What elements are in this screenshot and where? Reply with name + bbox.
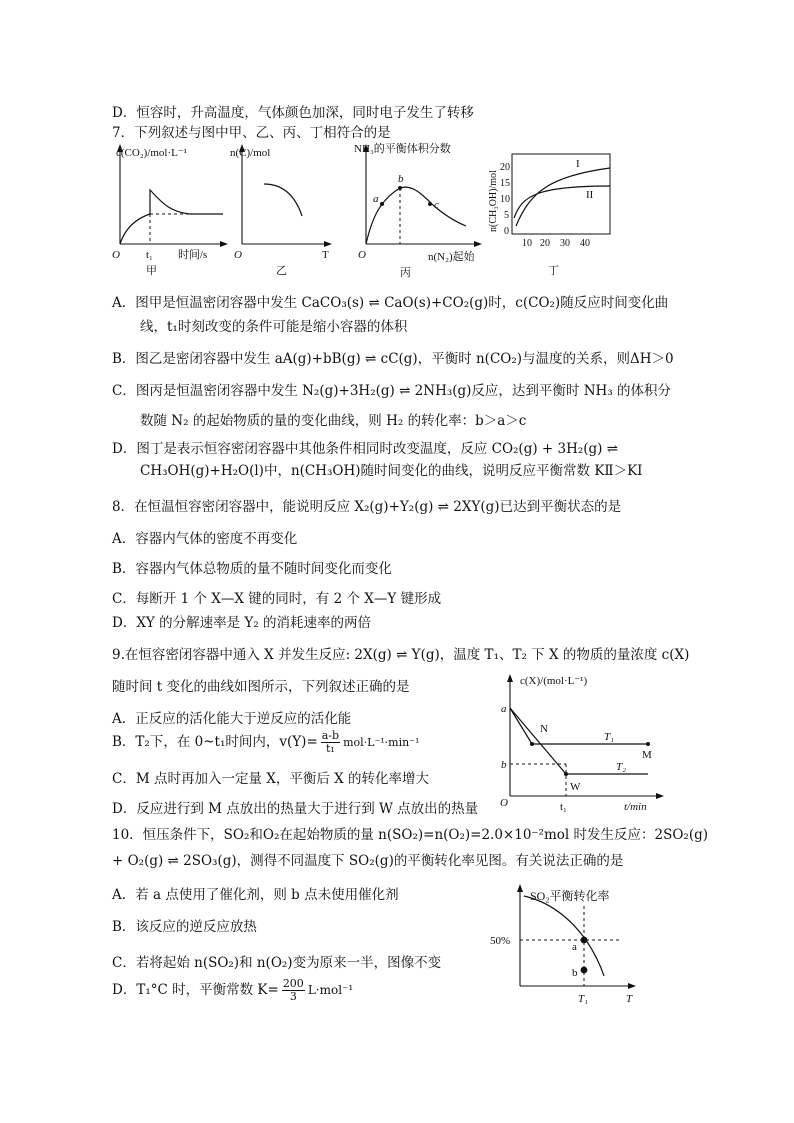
ding-caption: 丁 (548, 265, 559, 277)
q10-option-d (112, 978, 353, 1003)
yi-origin: O (234, 249, 242, 261)
jia-x-arrow (220, 241, 228, 247)
q9-stem: 9.在恒容密闭容器中通入 X 并发生反应: 2X(g) ⇌ Y(g)，温度 T₁、T₂ 下 X 的物质的量浓度 c(X) (112, 647, 690, 663)
bing-x-arrow (474, 241, 482, 247)
ding-xtick-40: 40 (580, 238, 590, 249)
q8-option-a: A．容器内气体的密度不再变化 (112, 531, 298, 547)
yi-curve (264, 184, 302, 216)
q9-option-b (112, 730, 419, 755)
q7-stem: 7．下列叙述与图中甲、乙、丙、丁相符合的是 (112, 125, 391, 141)
bing-caption: 丙 (400, 267, 411, 279)
q10-frac-den: 3 (289, 990, 297, 1003)
figure-yi (230, 140, 340, 280)
ding-xtick-20: 20 (540, 238, 550, 249)
jia-curve-after (150, 190, 223, 214)
yi-ylabel: n(C)/mol (230, 147, 271, 159)
jia-caption: 甲 (146, 265, 157, 277)
q10-ylabel: SO₂平衡转化率 (530, 889, 610, 903)
q10-x-arrow (628, 983, 636, 989)
bing-xlabel: n(N₂)起始 (428, 251, 475, 263)
q10-option-b: B．该反应的逆反应放热 (112, 919, 257, 935)
bing-ylabel: NH₃的平衡体积分数 (354, 143, 451, 155)
bing-origin: O (358, 249, 366, 261)
figure-q10 (460, 878, 650, 1008)
q9-label-T1: T₁ (604, 731, 614, 743)
q9-label-a: a (501, 703, 507, 715)
q10-label-T1: T₁ (578, 993, 588, 1005)
jia-xlabel: 时间/s (178, 249, 208, 261)
q9-frac-num: a-b (321, 729, 340, 742)
q8-option-b: B．容器内气体总物质的量不随时间变化而变化 (112, 561, 392, 577)
q9-option-a: A．正反应的活化能大于逆反应的活化能 (112, 711, 352, 727)
q9-label-b: b (501, 759, 507, 771)
figure-ding (486, 140, 616, 280)
q10-stem: 10．恒压条件下，SO₂和O₂在起始物质的量 n(SO₂)=n(O₂)=2.0×10⁻²mol 时发生反应：2SO₂(g) (112, 827, 708, 843)
q9-point-W (564, 772, 568, 776)
q7-option-a-cont: 线，t₁时刻改变的条件可能是缩小容器的体积 (140, 319, 408, 335)
q9-label-T2: T₂ (616, 761, 626, 773)
ding-frame (512, 154, 610, 234)
q10-option-a: A．若 a 点使用了催化剂，则 b 点未使用催化剂 (112, 887, 399, 903)
q10-y-arrow (517, 884, 523, 892)
q9-xlabel: t/min (624, 801, 647, 813)
bing-point-b (398, 186, 402, 190)
q9-curve-T1 (510, 708, 648, 744)
q6-option-d: D．恒容时，升高温度，气体颜色加深，同时电子发生了转移 (112, 105, 474, 121)
bing-point-c (428, 202, 432, 206)
jia-curve-rise (120, 214, 150, 244)
q10-frac-num: 200 (282, 977, 304, 990)
q7-option-a: A．图甲是恒温密闭容器中发生 CaCO₃(s) ⇌ CaO(s)+CO₂(g)时，c(CO₂)随反应时间变化曲 (112, 295, 669, 311)
yi-caption: 乙 (276, 265, 287, 277)
q10-point-b (581, 967, 588, 974)
ding-curve-2 (514, 186, 610, 218)
q8-option-c: C．每断开 1 个 X—X 键的同时，有 2 个 X—Y 键形成 (112, 591, 442, 607)
q7-option-c-cont: 数随 N₂ 的起始物质的量的变化曲线，则 H₂ 的转化率：b＞a＞c (140, 413, 527, 429)
ding-ytick-10: 10 (500, 194, 510, 205)
q9-label-N: N (540, 723, 548, 735)
q7-option-c: C．图丙是恒温密闭容器中发生 N₂(g)+3H₂(g) ⇌ 2NH₃(g)反应，达到平衡时 NH₃ 的体积分 (112, 383, 672, 399)
yi-xlabel: T (322, 249, 329, 261)
ding-xtick-10: 10 (522, 238, 532, 249)
q7-option-d-cont: CH₃OH(g)+H₂O(l)中，n(CH₃OH)随时间变化的曲线，说明反应平衡常数 KⅡ＞KⅠ (140, 463, 643, 479)
q9-label-W: W (570, 781, 581, 793)
q7-option-d: D．图丁是表示恒容密闭容器中其他条件相同时改变温度，反应 CO₂(g) + 3H₂(g) ⇌ (112, 441, 619, 457)
q10-stem-cont: + O₂(g) ⇌ 2SO₃(g)，测得不同温度下 SO₂(g)的平衡转化率见图。有关说法正确的是 (112, 853, 624, 869)
q9-option-b-text: B．T₂下，在 0~t₁时间内，v(Y)= (112, 734, 318, 750)
q9-point-N (530, 742, 534, 746)
ding-ytick-5: 5 (504, 210, 509, 221)
q9-y-arrow (507, 674, 513, 682)
q10-option-c: C．若将起始 n(SO₂)和 n(O₂)变为原来一半，图像不变 (112, 955, 442, 971)
q9-label-M: M (642, 749, 652, 761)
ding-ytick-15: 15 (500, 178, 510, 189)
ding-label-1: I (576, 158, 580, 170)
ding-label-2: II (586, 189, 594, 201)
q10-xlabel: T (626, 993, 633, 1005)
jia-ylabel: c(CO₂)/mol·L⁻¹ (116, 147, 187, 159)
figure-bing (352, 138, 487, 280)
q10-curve (524, 896, 604, 976)
q8-stem: 8．在恒温恒容密闭容器中，能说明反应 X₂(g)+Y₂(g) ⇌ 2XY(g)已达到平衡状态的是 (112, 499, 622, 515)
jia-t1: t₁ (146, 249, 153, 261)
q10-pct: 50% (490, 935, 511, 947)
q10-label-b: b (572, 967, 578, 979)
q8-option-d: D．XY 的分解速率是 Y₂ 的消耗速率的两倍 (112, 615, 372, 631)
q7-option-b: B．图乙是密闭容器中发生 aA(g)+bB(g) ⇌ cC(g)，平衡时 n(CO₂)与温度的关系，则ΔH＞0 (112, 351, 674, 367)
q10-point-a (581, 937, 588, 944)
bing-point-a (380, 202, 384, 206)
q9-option-c: C．M 点时再加入一定量 X，平衡后 X 的转化率增大 (112, 771, 430, 787)
q10-label-a: a (572, 941, 577, 953)
q9-x-arrow (656, 793, 664, 799)
q9-fraction (321, 730, 340, 755)
bing-label-a: a (373, 193, 379, 205)
q10-fraction (282, 978, 305, 1003)
bing-label-b: b (398, 173, 404, 185)
q9-stem-cont: 随时间 t 变化的曲线如图所示，下列叙述正确的是 (112, 679, 410, 695)
ding-ytick-0: 0 (504, 226, 509, 237)
ding-xtick-30: 30 (560, 238, 570, 249)
q9-option-d: D．反应进行到 M 点放出的热量大于进行到 W 点放出的热量 (112, 801, 479, 817)
bing-curve (366, 187, 466, 244)
yi-x-arrow (324, 241, 332, 247)
figure-q9 (498, 668, 668, 818)
q9-option-b-unit: mol·L⁻¹·min⁻¹ (343, 736, 420, 749)
q10-option-d-unit: L·mol⁻¹ (307, 983, 354, 997)
q9-point-M (646, 742, 650, 746)
figure-jia (108, 140, 228, 280)
q9-origin: O (500, 797, 508, 809)
q10-option-d-text: D．T₁°C 时，平衡常数 K= (112, 982, 279, 998)
jia-origin: O (112, 249, 120, 261)
q9-ylabel: c(X)/(mol·L⁻¹) (520, 675, 588, 687)
q9-t1: t₁ (560, 801, 567, 813)
ding-ylabel: n(CH₃OH)/mol (488, 170, 499, 232)
bing-label-c: c (434, 199, 439, 211)
q9-frac-den: t₁ (325, 742, 335, 755)
ding-ytick-20: 20 (500, 162, 510, 173)
